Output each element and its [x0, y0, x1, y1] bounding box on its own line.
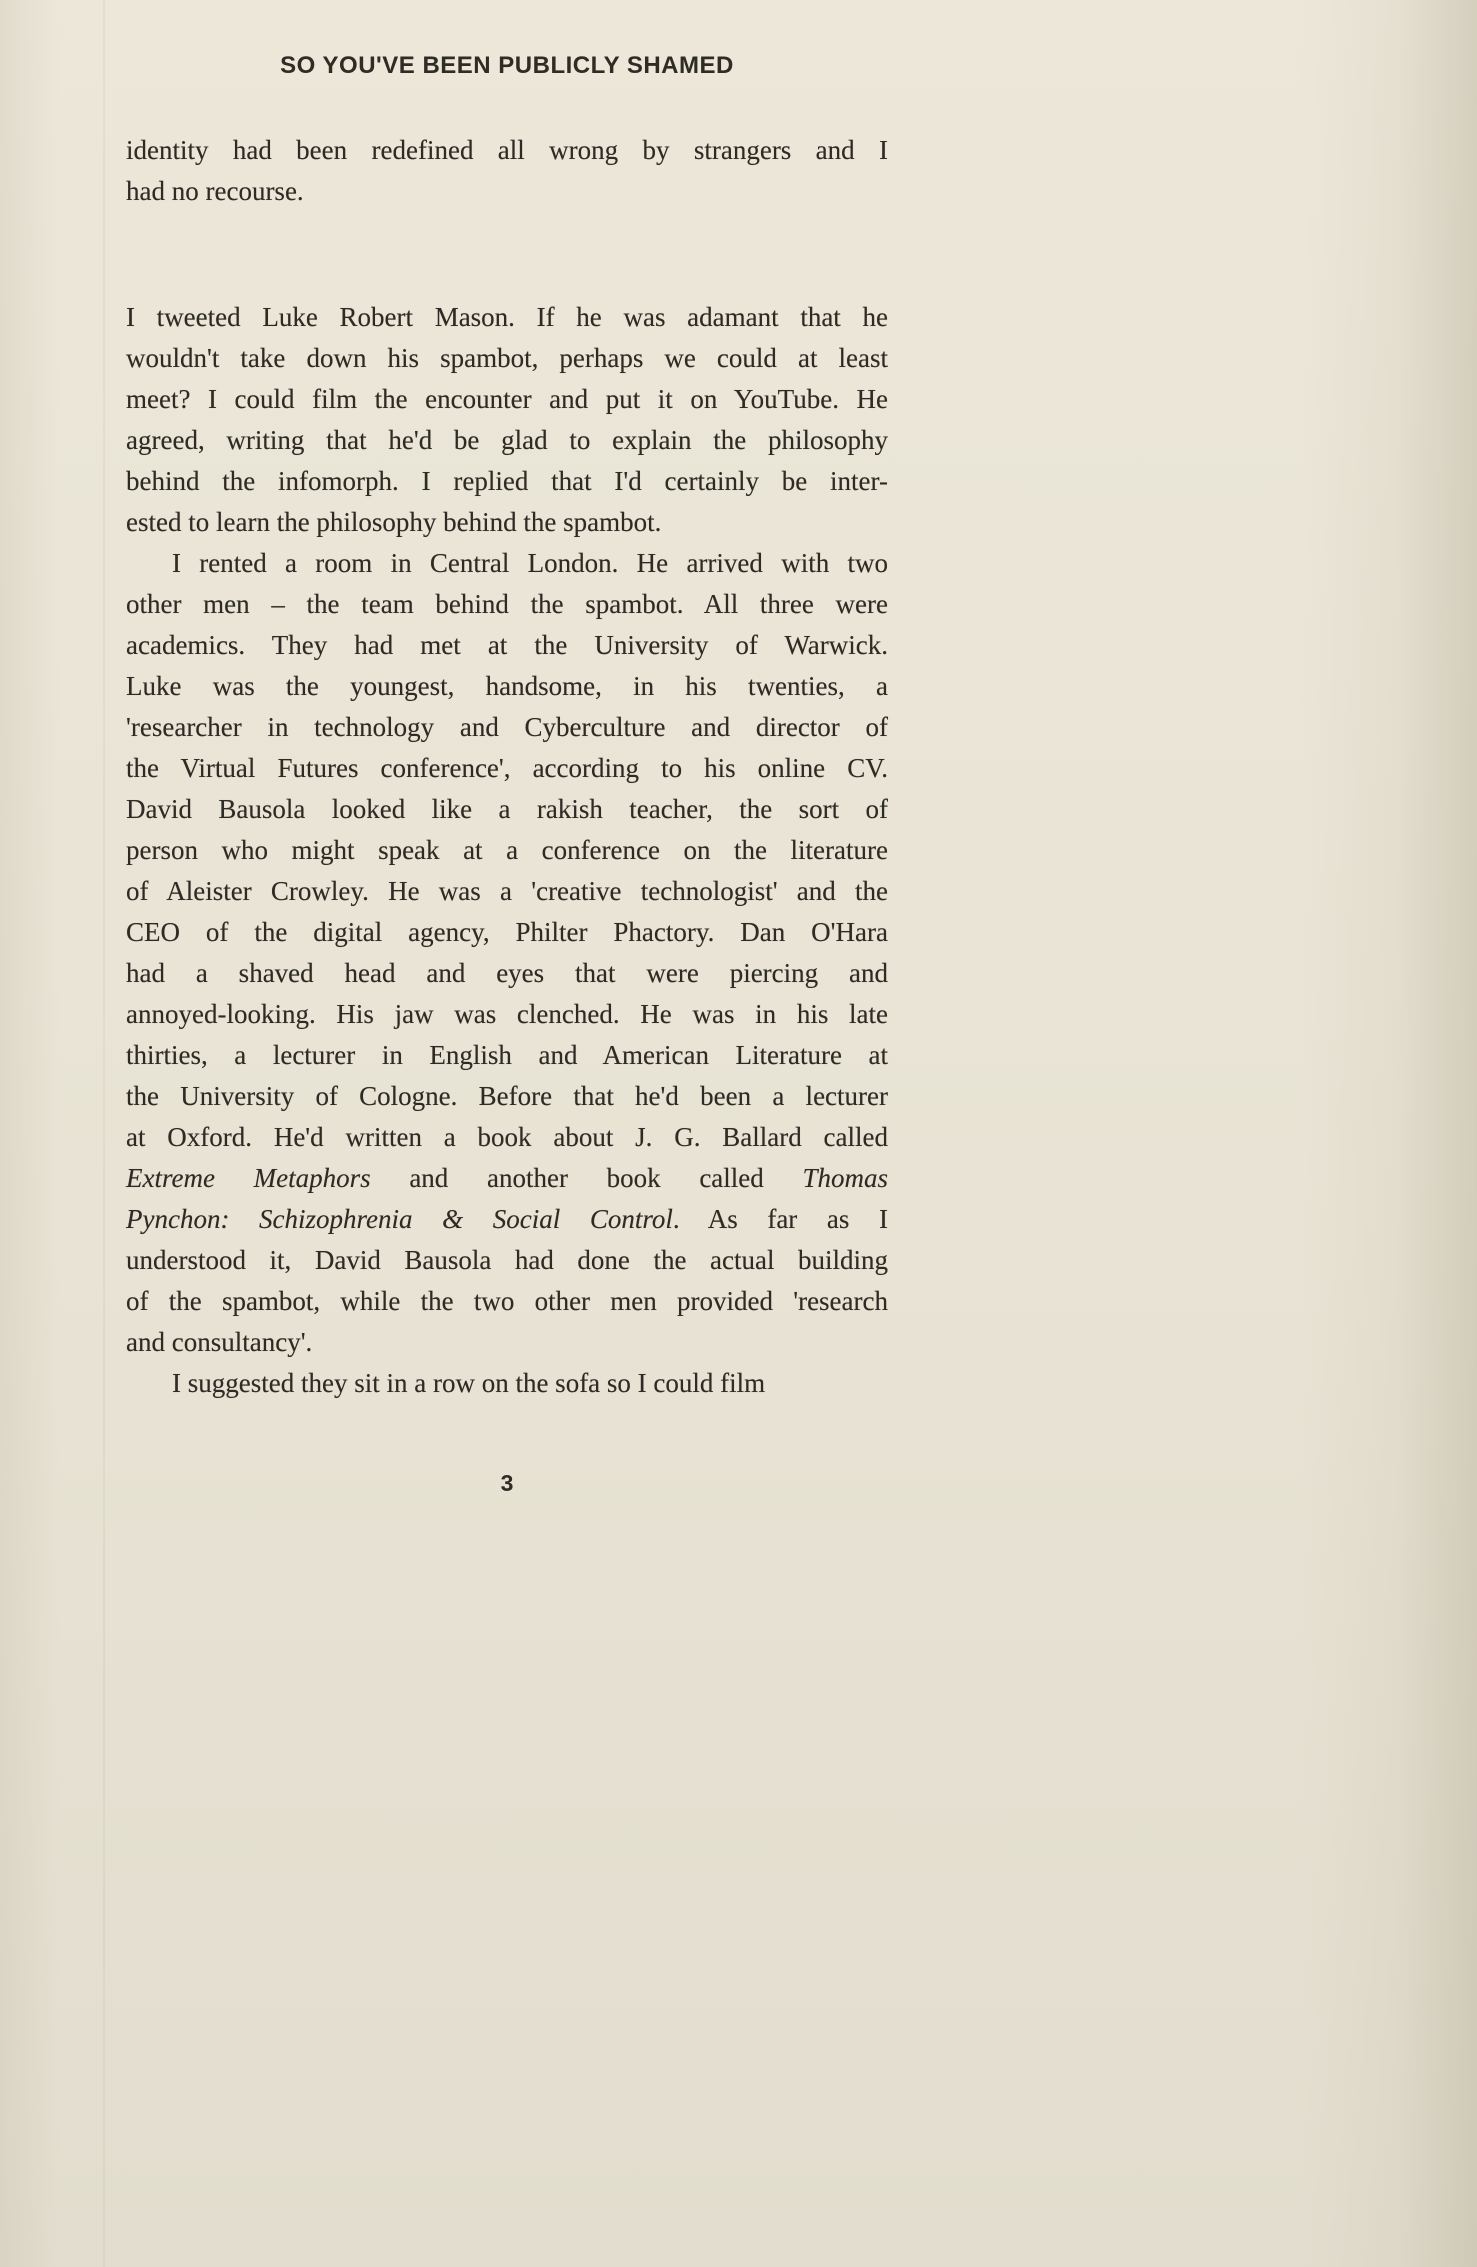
- text-line: [126, 1322, 888, 1363]
- text-line: [126, 502, 888, 543]
- text-run: agreed, writing that he'd be glad to explain the philosophy: [126, 425, 888, 455]
- paragraph: [126, 297, 888, 543]
- text-line: [126, 584, 888, 625]
- text-line: [126, 707, 888, 748]
- text-run: had a shaved head and eyes that were piercing and: [126, 958, 888, 988]
- text-run: CEO of the digital agency, Philter Phactory. Dan O'Hara: [126, 917, 888, 947]
- text-run: other men – the team behind the spambot. All three were: [126, 589, 888, 619]
- paragraph: [126, 543, 888, 1363]
- text-run: meet? I could film the encounter and put it on YouTube. He: [126, 384, 888, 414]
- body-text: [126, 130, 888, 1404]
- text-run: of the spambot, while the two other men provided 'research: [126, 1286, 888, 1316]
- text-line: [126, 338, 888, 379]
- text-line: [126, 830, 888, 871]
- text-line: [126, 1035, 888, 1076]
- italic-text-run: Thomas: [802, 1163, 888, 1193]
- italic-text-run: Pynchon: Schizophrenia & Social Control: [126, 1204, 673, 1234]
- text-run: the University of Cologne. Before that he'd been a lecturer: [126, 1081, 888, 1111]
- text-run: 'researcher in technology and Cyberculture and director of: [126, 712, 888, 742]
- text-line: [126, 543, 888, 584]
- text-run: of Aleister Crowley. He was a 'creative technologist' and the: [126, 876, 888, 906]
- text-line: [126, 1117, 888, 1158]
- text-run: person who might speak at a conference on the literature: [126, 835, 888, 865]
- text-run: and consultancy'.: [126, 1327, 313, 1357]
- text-run: I suggested they sit in a row on the sofa so I could film: [172, 1368, 766, 1398]
- italic-text-run: Extreme Metaphors: [126, 1163, 371, 1193]
- text-run: ested to learn the philosophy behind the spambot.: [126, 507, 662, 537]
- text-run: . As far as I: [672, 1204, 888, 1234]
- text-line: [126, 789, 888, 830]
- text-line: [126, 625, 888, 666]
- text-run: thirties, a lecturer in English and American Literature at: [126, 1040, 888, 1070]
- text-line: [126, 748, 888, 789]
- text-line: [126, 994, 888, 1035]
- text-line: [126, 1363, 888, 1404]
- text-line: [126, 1199, 888, 1240]
- text-line: [126, 461, 888, 502]
- running-header: SO YOU'VE BEEN PUBLICLY SHAMED: [280, 52, 734, 79]
- text-run: David Bausola looked like a rakish teacher, the sort of: [126, 794, 888, 824]
- paragraph: [126, 1363, 888, 1404]
- text-line: [126, 420, 888, 461]
- text-run: academics. They had met at the University of Warwick.: [126, 630, 888, 660]
- text-column: [126, 130, 888, 1404]
- text-run: Luke was the youngest, handsome, in his twenties, a: [126, 671, 888, 701]
- text-run: I tweeted Luke Robert Mason. If he was adamant that he: [126, 302, 888, 332]
- text-line: [126, 666, 888, 707]
- text-run: I rented a room in Central London. He arrived with two: [172, 548, 888, 578]
- text-run: the Virtual Futures conference', according to his online CV.: [126, 753, 888, 783]
- text-line: [126, 871, 888, 912]
- text-run: behind the infomorph. I replied that I'd certainly be inter-: [126, 466, 888, 496]
- text-line: [126, 1076, 888, 1117]
- text-line: [126, 912, 888, 953]
- text-line: [126, 130, 888, 171]
- text-run: wouldn't take down his spambot, perhaps we could at least: [126, 343, 888, 373]
- text-run: annoyed-looking. His jaw was clenched. He was in his late: [126, 999, 888, 1029]
- text-run: and another book called: [370, 1163, 803, 1193]
- text-line: [126, 1158, 888, 1199]
- paragraph: [126, 130, 888, 212]
- text-line: [126, 953, 888, 994]
- text-run: had no recourse.: [126, 176, 304, 206]
- text-run: understood it, David Bausola had done the actual building: [126, 1245, 888, 1275]
- page-number: 3: [500, 1470, 514, 1496]
- text-line: [126, 1281, 888, 1322]
- text-line: [126, 297, 888, 338]
- text-line: [126, 171, 888, 212]
- text-run: at Oxford. He'd written a book about J. G. Ballard called: [126, 1122, 888, 1152]
- text-line: [126, 379, 888, 420]
- text-line: [126, 1240, 888, 1281]
- text-run: identity had been redefined all wrong by strangers and I: [126, 135, 888, 165]
